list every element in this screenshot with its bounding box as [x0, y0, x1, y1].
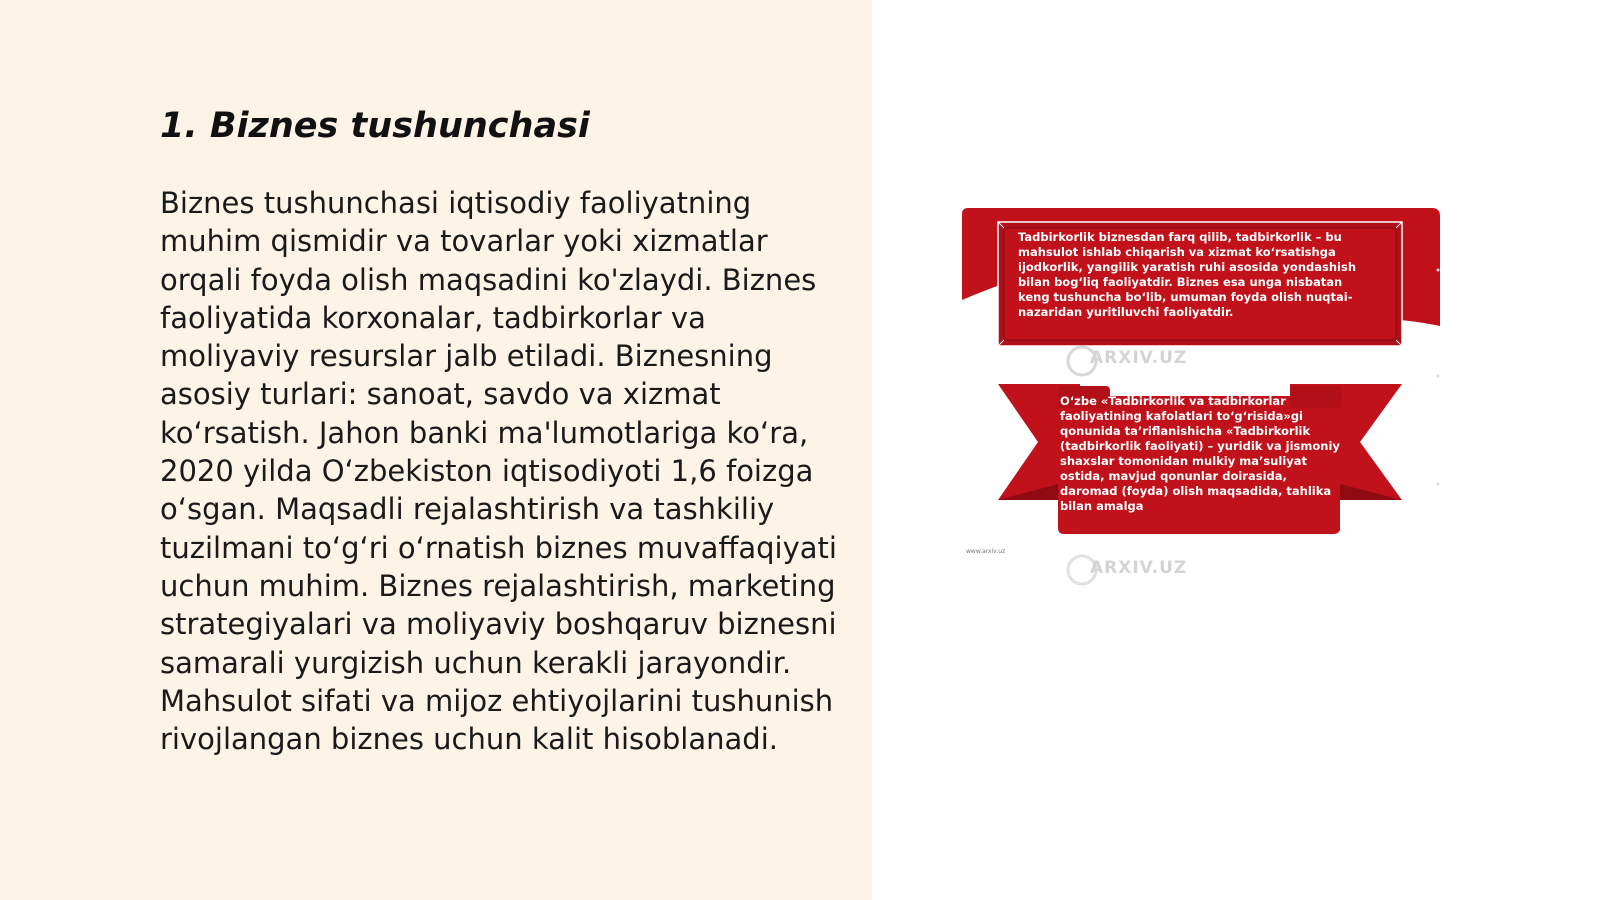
slide-body-text: Biznes tushunchasi iqtisodiy faoliyatning muhim qismidir va tovarlar yoki xizmatlar orqali foyda olish maqsadini ko'zlaydi. Biznes faoliyatida korxonalar, tadbirkorlar va moliyaviy resurslar jalb etiladi. Biznesning asosiy turlari: sanoat, savdo va xizmat ko‘rsatish. Jahon banki ma'lumotlariga ko‘ra, 2020 yilda O‘zbekiston iqtisodiyoti 1,6 foizga o‘sgan. Maqsadli rejalashtirish va tashkiliy tuzilmani to‘g‘ri o‘rnatish biznes muvaffaqiyati uchun muhim. Biznes rejalashtirish, marketing strategiyalari va moliyaviy boshqaruv biznesni samarali yurgizish uchun kerakli jarayondir. Mahsulot sifati va mijoz ehtiyojlarini tushunish rivojlangan biznes uchun kalit hisoblanadi. — [160, 186, 837, 757]
watermark-text: ARXIV.UZ — [1090, 348, 1188, 368]
red-card-text: Tadbirkorlik biznesdan farq qilib, tadbirkorlik – bu mahsulot ishlab chiqarish va xizmat ko‘rsatishga ijodkorlik, yangilik yaratish ruhi asosida yondashish bilan bog‘liq faoliyatdir. Biznes esa unga nisbatan keng tushuncha bo‘lib, umuman foyda olish nuqtai-nazaridan yuritiluvchi faoliyatdir. — [1018, 230, 1357, 319]
embedded-slide-image — [960, 208, 1440, 588]
source-url-text: www.arxiv.uz — [966, 548, 1006, 555]
watermark-text: ARXIV.UZ — [1090, 558, 1188, 578]
slide-title: 1. Biznes tushunchasi — [160, 106, 590, 146]
ribbon-text: O‘zbe «Tadbirkorlik va tadbirkorlar faoliyatining kafolatlari to‘g‘risida»gi qonunida ta’riflanishicha «Tadbirkorlik (tadbirkorlik faoliyati) – yuridik va jismoniy shaxslar tomonidan mulkiy ma’suliyat ostida, mavjud qonunlar doirasida, daromad (foyda) olish maqsadida, tahlika bilan amalga — [1060, 394, 1340, 513]
